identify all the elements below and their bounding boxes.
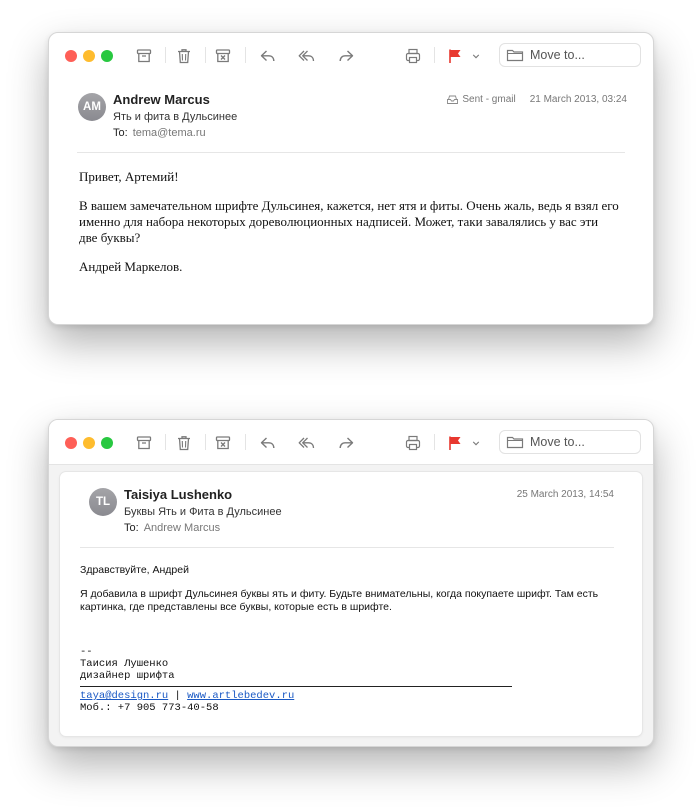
forward-button[interactable]: [335, 45, 357, 67]
signature-title: дизайнер шрифта: [80, 670, 175, 682]
flag-button[interactable]: [444, 432, 466, 454]
zoom-window-button[interactable]: [101, 437, 113, 449]
to-label: To:: [124, 522, 139, 534]
mail-window-1: [48, 32, 654, 325]
archive-button[interactable]: [133, 45, 155, 67]
message-card: [60, 472, 642, 736]
folder-icon: [506, 48, 524, 62]
header-divider: [80, 547, 614, 548]
close-window-button[interactable]: [65, 50, 77, 62]
avatar: TL: [89, 488, 117, 516]
trash-icon: [175, 434, 193, 452]
archive-icon: [135, 47, 153, 65]
archive-icon: [135, 434, 153, 452]
trash-button[interactable]: [173, 45, 195, 67]
recipient[interactable]: Andrew Marcus: [143, 522, 221, 534]
signature-name: Таисия Лушенко: [80, 658, 169, 670]
reply-all-icon: [298, 47, 316, 65]
body-paragraph: Андрей Маркелов.: [79, 259, 183, 274]
header-divider: [77, 152, 625, 153]
reply-button[interactable]: [257, 45, 279, 67]
printer-icon: [404, 434, 422, 452]
move-to-menu[interactable]: [499, 430, 641, 454]
junk-icon: [214, 47, 232, 65]
link-separator: |: [168, 690, 188, 702]
reply-all-button[interactable]: [296, 432, 318, 454]
signature-links: [80, 690, 512, 702]
flag-menu-button[interactable]: [469, 45, 483, 67]
message-date: 21 March 2013, 03:24: [529, 94, 627, 105]
body-paragraph: Здравствуйте, Андрей: [80, 564, 189, 576]
close-window-button[interactable]: [65, 437, 77, 449]
body-paragraph: В вашем замечательном шрифте Дульсинея, кажется, нет ятя и фиты. Очень жаль, ведь я взял его именно для набора некоторых доревoлюционных надписей. Может, таки завалялись у вас эти две буквы?: [79, 198, 619, 245]
trash-icon: [175, 47, 193, 65]
move-to-menu[interactable]: [499, 43, 641, 67]
mailbox-icon: [447, 95, 458, 104]
recipient-row: [113, 127, 206, 139]
minimize-window-button[interactable]: [83, 50, 95, 62]
flag-menu-button[interactable]: [469, 432, 483, 454]
body-paragraph: Привет, Артемий!: [79, 169, 179, 184]
mail-window-2: [48, 419, 654, 747]
to-label: To:: [113, 127, 128, 139]
forward-icon: [337, 434, 355, 452]
mailbox-name: Sent - gmail: [462, 94, 516, 105]
sender-name[interactable]: Andrew Marcus: [113, 92, 210, 107]
chevron-down-icon: [471, 51, 481, 61]
toolbar: [49, 420, 653, 465]
signature: [80, 646, 512, 714]
email-link[interactable]: taya@design.ru: [80, 690, 169, 702]
subject: Буквы Ять и Фита в Дульсинее: [124, 506, 282, 518]
move-to-label: Move to...: [530, 48, 585, 62]
reply-icon: [259, 434, 277, 452]
printer-icon: [404, 47, 422, 65]
archive-button[interactable]: [133, 432, 155, 454]
body-paragraph: Я добавила в шрифт Дульсинея буквы ять и фиту. Будьте внимательны, когда покупаете шрифт. Там есть картинка, где представлены все буквы, которые есть в шрифте.: [80, 588, 599, 613]
toolbar: [49, 33, 653, 77]
message-meta: [447, 94, 627, 105]
flag-icon: [446, 434, 464, 452]
reply-all-icon: [298, 434, 316, 452]
message-header: [49, 77, 653, 153]
flag-icon: [446, 47, 464, 65]
print-button[interactable]: [402, 432, 424, 454]
sender-name[interactable]: Taisiya Lushenko: [124, 487, 233, 502]
zoom-window-button[interactable]: [101, 50, 113, 62]
junk-button[interactable]: [212, 432, 234, 454]
folder-icon: [506, 435, 524, 449]
print-button[interactable]: [402, 45, 424, 67]
minimize-window-button[interactable]: [83, 437, 95, 449]
message-body: [80, 564, 620, 625]
recipient-row: [124, 522, 220, 534]
flag-button[interactable]: [444, 45, 466, 67]
forward-icon: [337, 47, 355, 65]
reply-icon: [259, 47, 277, 65]
message-body: [79, 169, 619, 288]
forward-button[interactable]: [335, 432, 357, 454]
website-link[interactable]: www.artlebedev.ru: [187, 690, 295, 702]
junk-button[interactable]: [212, 45, 234, 67]
junk-icon: [214, 434, 232, 452]
move-to-label: Move to...: [530, 435, 585, 449]
signature-phone: Моб.: +7 905 773-40-58: [80, 702, 219, 714]
trash-button[interactable]: [173, 432, 195, 454]
signature-dashes: --: [80, 646, 93, 658]
reply-button[interactable]: [257, 432, 279, 454]
avatar: AM: [78, 93, 106, 121]
reply-all-button[interactable]: [296, 45, 318, 67]
subject: Ять и фита в Дульсинее: [113, 111, 238, 123]
signature-rule: [80, 686, 512, 687]
message-date: 25 March 2013, 14:54: [516, 489, 614, 500]
recipient[interactable]: tema@tema.ru: [132, 127, 206, 139]
chevron-down-icon: [471, 438, 481, 448]
message-meta: [517, 489, 614, 500]
